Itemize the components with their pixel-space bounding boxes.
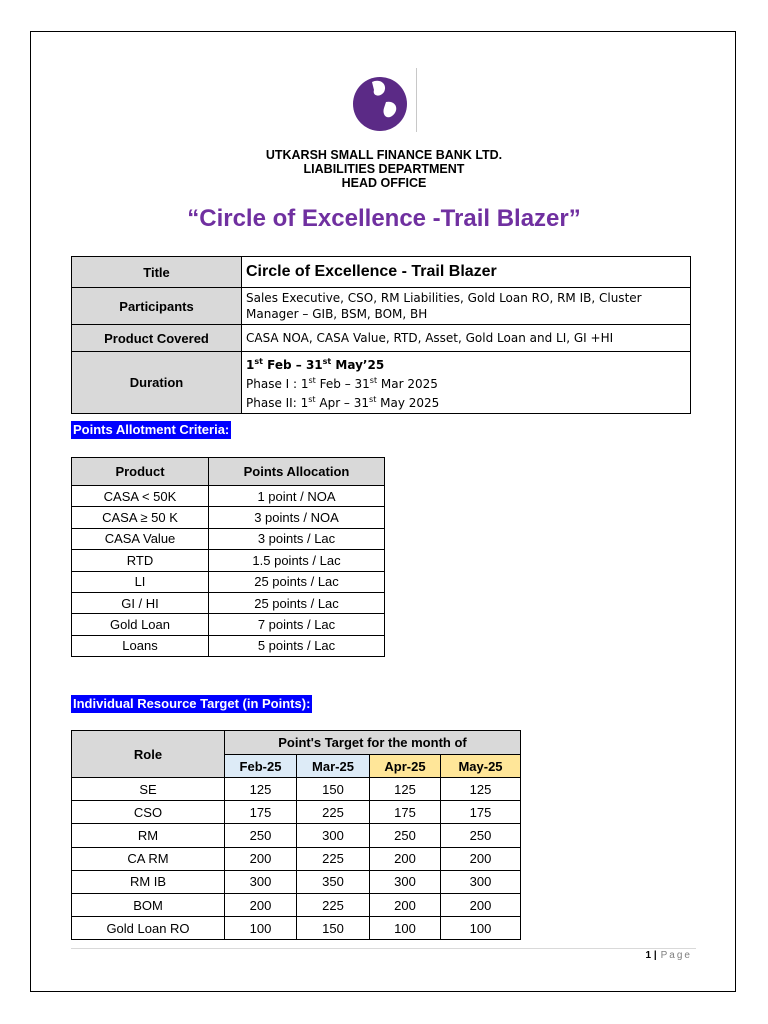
points-allotment-heading: Points Allotment Criteria:	[73, 422, 230, 437]
target-value-cell: 150	[297, 917, 370, 940]
product-cell: CASA ≥ 50 K	[72, 507, 209, 528]
utkarsh-logo-icon	[350, 68, 418, 134]
target-value-cell: 300	[441, 870, 521, 893]
title-value: Circle of Excellence - Trail Blazer	[242, 257, 691, 288]
column-header-product: Product	[72, 458, 209, 486]
table-row	[72, 870, 521, 893]
product-cell: GI / HI	[72, 592, 209, 613]
points-cell: 7 points / Lac	[209, 614, 385, 635]
target-value-cell: 350	[297, 870, 370, 893]
target-value-cell: 200	[441, 893, 521, 916]
target-value-cell: 200	[370, 847, 441, 870]
duration-overall: 1st Feb – 31st May’25	[246, 357, 385, 372]
month-header-apr: Apr-25	[370, 755, 441, 778]
page-label: Page	[660, 950, 692, 961]
role-cell: RM IB	[72, 870, 225, 893]
page-number: 1	[645, 950, 652, 961]
target-value-cell: 300	[297, 824, 370, 847]
target-value-cell: 250	[225, 824, 297, 847]
role-cell: RM	[72, 824, 225, 847]
points-cell: 3 points / Lac	[209, 528, 385, 549]
table-row	[72, 824, 521, 847]
table-row	[72, 893, 521, 916]
duration-phase-1: Phase I : 1st Feb – 31st Mar 2025	[246, 376, 438, 391]
target-value-cell: 125	[370, 778, 441, 801]
product-cell: CASA Value	[72, 528, 209, 549]
table-row	[72, 550, 385, 571]
department-name: LIABILITIES DEPARTMENT	[303, 162, 465, 176]
target-table	[71, 730, 521, 940]
table-row	[72, 592, 385, 613]
role-cell: Gold Loan RO	[72, 917, 225, 940]
target-value-cell: 100	[370, 917, 441, 940]
table-row	[72, 614, 385, 635]
page-separator: |	[653, 950, 657, 961]
document-title: “Circle of Excellence -Trail Blazer”	[187, 205, 581, 232]
participants-value: Sales Executive, CSO, RM Liabilities, Gold Loan RO, RM IB, Cluster Manager – GIB, BSM, BOM, BH	[242, 288, 691, 325]
target-value-cell: 300	[225, 870, 297, 893]
table-row	[72, 801, 521, 824]
points-cell: 1 point / NOA	[209, 486, 385, 507]
product-cell: LI	[72, 571, 209, 592]
info-row-participants	[72, 288, 691, 325]
product-cell: Gold Loan	[72, 614, 209, 635]
duration-label: Duration	[72, 352, 242, 414]
product-cell: Loans	[72, 635, 209, 656]
table-row	[72, 635, 385, 656]
target-value-cell: 300	[370, 870, 441, 893]
product-cell: RTD	[72, 550, 209, 571]
target-value-cell: 100	[225, 917, 297, 940]
info-row-duration	[72, 352, 691, 414]
table-row	[72, 507, 385, 528]
table-row	[72, 847, 521, 870]
table-row	[72, 917, 521, 940]
info-row-title	[72, 257, 691, 288]
page-footer	[645, 950, 692, 961]
month-group-header: Point's Target for the month of	[225, 731, 521, 755]
points-cell: 5 points / Lac	[209, 635, 385, 656]
contest-info-table	[71, 256, 691, 414]
table-row	[72, 571, 385, 592]
target-value-cell: 225	[297, 801, 370, 824]
duration-phase-2: Phase II: 1st Apr – 31st May 2025	[246, 395, 440, 410]
target-value-cell: 150	[297, 778, 370, 801]
duration-value	[242, 352, 691, 414]
role-cell: BOM	[72, 893, 225, 916]
office-name: HEAD OFFICE	[341, 176, 427, 190]
individual-target-heading: Individual Resource Target (in Points):	[73, 696, 311, 711]
role-cell: SE	[72, 778, 225, 801]
column-header-role: Role	[72, 731, 225, 778]
points-cell: 25 points / Lac	[209, 571, 385, 592]
target-value-cell: 200	[225, 847, 297, 870]
points-cell: 25 points / Lac	[209, 592, 385, 613]
role-cell: CSO	[72, 801, 225, 824]
month-header-mar: Mar-25	[297, 755, 370, 778]
month-header-may: May-25	[441, 755, 521, 778]
info-row-product	[72, 325, 691, 352]
target-value-cell: 200	[441, 847, 521, 870]
target-value-cell: 225	[297, 893, 370, 916]
table-row	[72, 486, 385, 507]
participants-label: Participants	[72, 288, 242, 325]
product-cell: CASA < 50K	[72, 486, 209, 507]
product-covered-value: CASA NOA, CASA Value, RTD, Asset, Gold Loan and LI, GI +HI	[242, 325, 691, 352]
target-value-cell: 100	[441, 917, 521, 940]
column-header-points: Points Allocation	[209, 458, 385, 486]
month-header-feb: Feb-25	[225, 755, 297, 778]
target-value-cell: 175	[370, 801, 441, 824]
target-value-cell: 125	[225, 778, 297, 801]
org-name: UTKARSH SMALL FINANCE BANK LTD.	[265, 148, 503, 162]
footer-divider	[71, 948, 696, 949]
points-cell: 1.5 points / Lac	[209, 550, 385, 571]
target-value-cell: 175	[441, 801, 521, 824]
target-value-cell: 225	[297, 847, 370, 870]
title-label: Title	[72, 257, 242, 288]
target-value-cell: 250	[370, 824, 441, 847]
target-value-cell: 200	[225, 893, 297, 916]
role-cell: CA RM	[72, 847, 225, 870]
points-cell: 3 points / NOA	[209, 507, 385, 528]
logo-divider	[416, 68, 417, 132]
product-covered-label: Product Covered	[72, 325, 242, 352]
points-allocation-table	[71, 457, 385, 657]
target-value-cell: 200	[370, 893, 441, 916]
target-value-cell: 125	[441, 778, 521, 801]
target-value-cell: 250	[441, 824, 521, 847]
table-row	[72, 778, 521, 801]
table-row	[72, 528, 385, 549]
target-value-cell: 175	[225, 801, 297, 824]
